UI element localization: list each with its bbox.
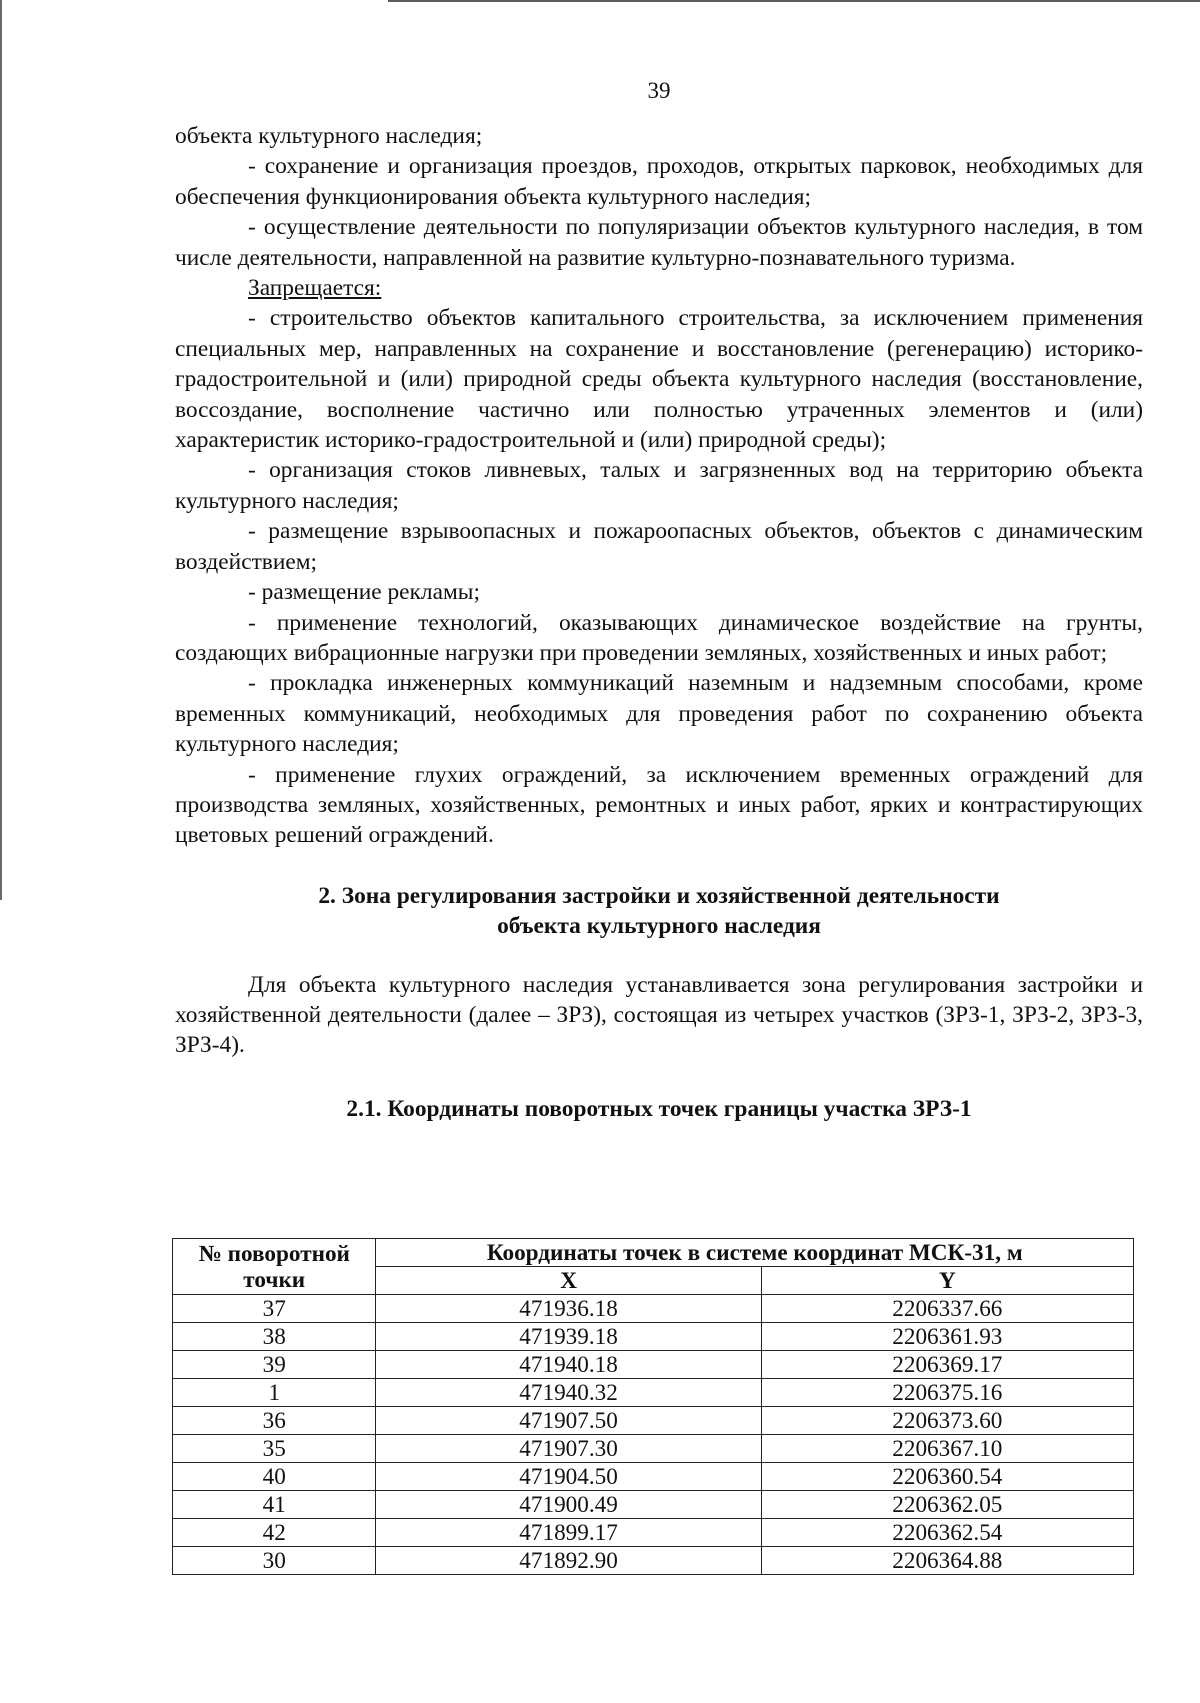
cell-x: 471899.17 <box>376 1519 761 1547</box>
paragraph: - организация стоков ливневых, талых и загрязненных вод на территорию объекта культурного наследия; <box>175 457 1143 514</box>
cell-x: 471892.90 <box>376 1547 761 1575</box>
section-title-line-1: 2. Зона регулирования застройки и хозяйственной деятельности <box>318 882 1000 909</box>
cell-point-number: 42 <box>173 1519 376 1547</box>
cell-x: 471907.50 <box>376 1407 761 1435</box>
scan-edge-top <box>388 0 1200 2</box>
cell-y: 2206373.60 <box>761 1407 1133 1435</box>
paragraph: - прокладка инженерных коммуникаций наземным и надземным способами, кроме временных коммуникаций, необходимых для проведения работ по сохранению объекта культурного наследия; <box>175 670 1143 758</box>
cell-point-number: 41 <box>173 1491 376 1519</box>
cell-y: 2206369.17 <box>761 1351 1133 1379</box>
cell-y: 2206361.93 <box>761 1323 1133 1351</box>
cell-point-number: 1 <box>173 1379 376 1407</box>
prohibited-heading <box>175 273 1143 303</box>
document-body <box>175 121 1143 1124</box>
cell-point-number: 35 <box>173 1435 376 1463</box>
paragraph: - сохранение и организация проездов, проходов, открытых парковок, необходимых для обеспечения функционирования объекта культурного наследия; <box>175 153 1143 210</box>
cell-point-number: 30 <box>173 1547 376 1575</box>
cell-point-number: 39 <box>173 1351 376 1379</box>
coordinates-table <box>172 1238 1134 1575</box>
section-intro: Для объекта культурного наследия устанавливается зона регулирования застройки и хозяйственной деятельности (далее – ЗРЗ), состоящая из четырех участков (ЗРЗ-1, ЗРЗ-2, ЗРЗ-3, ЗРЗ-4). <box>175 971 1143 1059</box>
page-number: 39 <box>647 78 671 103</box>
cell-x: 471936.18 <box>376 1295 761 1323</box>
table-row <box>173 1547 1134 1575</box>
header-x: X <box>376 1267 761 1295</box>
cell-y: 2206362.54 <box>761 1519 1133 1547</box>
cell-x: 471904.50 <box>376 1463 761 1491</box>
table-row <box>173 1463 1134 1491</box>
paragraph: объекта культурного наследия; <box>175 123 483 149</box>
cell-point-number: 37 <box>173 1295 376 1323</box>
scan-edge-left <box>0 0 2 900</box>
cell-point-number: 40 <box>173 1463 376 1491</box>
table-row <box>173 1491 1134 1519</box>
section-title-line-2: объекта культурного наследия <box>497 913 821 940</box>
prohibited-label: Запрещается: <box>248 275 382 302</box>
cell-point-number: 36 <box>173 1407 376 1435</box>
paragraph: - применение технологий, оказывающих динамическое воздействие на грунты, создающих вибрационные нагрузки при проведении земляных, хозяйственных и иных работ; <box>175 609 1143 666</box>
table-title: 2.1. Координаты поворотных точек границы участка ЗРЗ-1 <box>346 1095 972 1122</box>
cell-x: 471900.49 <box>376 1491 761 1519</box>
table-row <box>173 1519 1134 1547</box>
table-row <box>173 1351 1134 1379</box>
table-row <box>173 1435 1134 1463</box>
cell-y: 2206364.88 <box>761 1547 1133 1575</box>
paragraph: - размещение взрывоопасных и пожароопасных объектов, объектов с динамическим воздействием; <box>175 518 1143 575</box>
paragraph: - строительство объектов капитального строительства, за исключением применения специальных мер, направленных на сохранение и восстановление (регенерацию) историко-градостроительной и (или) природной среды объекта культурного наследия (восстановление, воссоздание, восполнение частично или полностью утраченных элементов и (или) характеристик историко-градостроительной и (или) природной среды); <box>175 305 1143 454</box>
cell-x: 471940.18 <box>376 1351 761 1379</box>
table-row <box>173 1407 1134 1435</box>
header-y: Y <box>761 1267 1133 1295</box>
paragraph: - применение глухих ограждений, за исключением временных ограждений для производства земляных, хозяйственных, ремонтных и иных работ, ярких и контрастирующих цветовых решений ограждений. <box>175 761 1143 849</box>
cell-y: 2206360.54 <box>761 1463 1133 1491</box>
cell-x: 471940.32 <box>376 1379 761 1407</box>
cell-point-number: 38 <box>173 1323 376 1351</box>
table-row <box>173 1323 1134 1351</box>
table-header-row <box>173 1239 1134 1267</box>
cell-y: 2206362.05 <box>761 1491 1133 1519</box>
table-row <box>173 1295 1134 1323</box>
cell-x: 471939.18 <box>376 1323 761 1351</box>
paragraph: - осуществление деятельности по популяризации объектов культурного наследия, в том числе деятельности, направленной на развитие культурно-познавательного туризма. <box>175 214 1143 271</box>
paragraph: - размещение рекламы; <box>248 579 480 606</box>
cell-x: 471907.30 <box>376 1435 761 1463</box>
cell-y: 2206367.10 <box>761 1435 1133 1463</box>
header-coordinates: Координаты точек в системе координат МСК-31, м <box>376 1239 1134 1267</box>
table-row <box>173 1379 1134 1407</box>
header-point-number: № поворотной точки <box>173 1239 376 1295</box>
cell-y: 2206337.66 <box>761 1295 1133 1323</box>
cell-y: 2206375.16 <box>761 1379 1133 1407</box>
